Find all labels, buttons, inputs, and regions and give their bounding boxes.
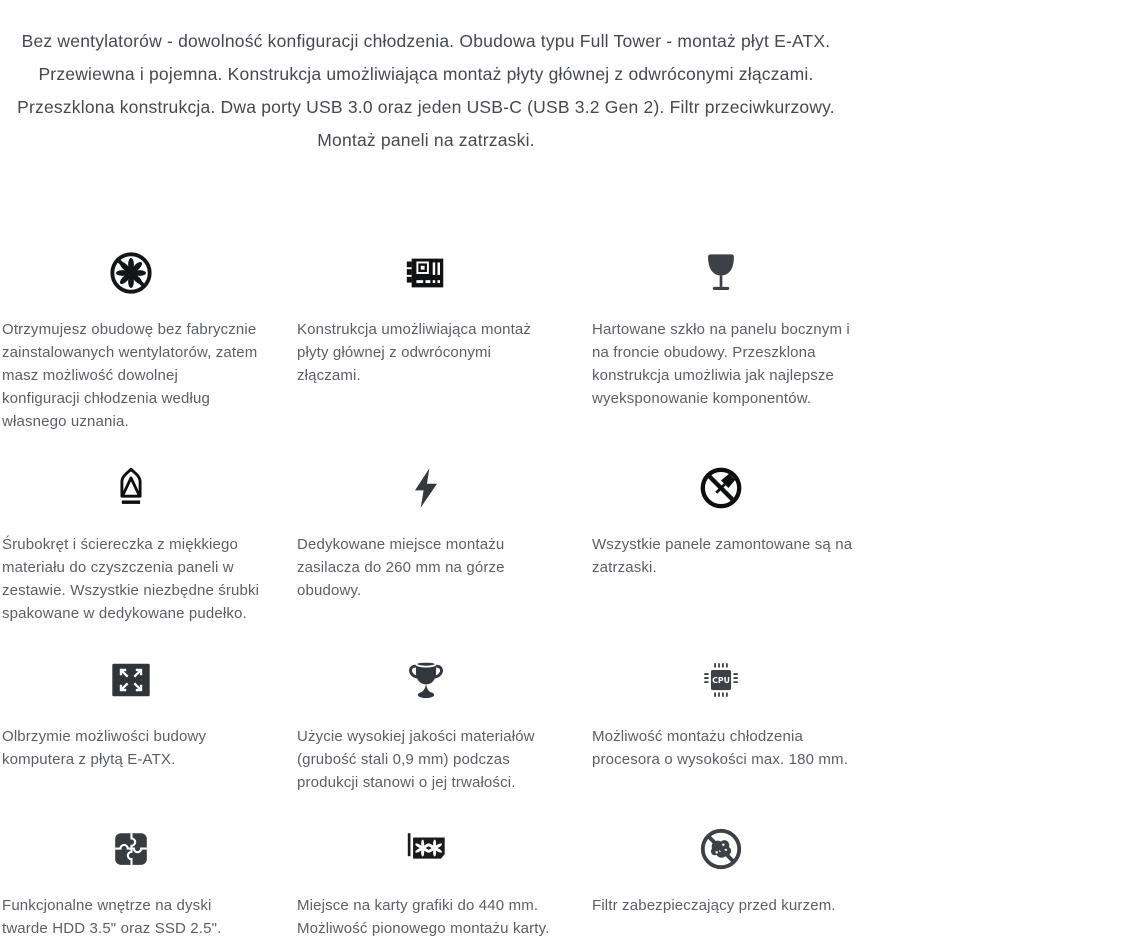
feature-item bbox=[592, 465, 853, 625]
text-line: Miejsce na karty grafiki do 440 mm. bbox=[297, 897, 539, 914]
gpu-icon bbox=[297, 826, 555, 872]
feature-item bbox=[297, 465, 555, 625]
text-line: spakowane w dedykowane pudełko. bbox=[2, 605, 247, 622]
feature-text bbox=[592, 894, 850, 917]
text-line: Konstrukcja umożliwiająca montaż bbox=[297, 321, 532, 338]
text-line: własnego uznania. bbox=[2, 413, 129, 430]
trophy-icon bbox=[297, 657, 555, 703]
text-line: Możliwość montażu chłodzenia bbox=[592, 728, 803, 745]
text-line: obudowy. bbox=[297, 582, 362, 599]
feature-text bbox=[297, 318, 555, 387]
feature-text bbox=[592, 725, 850, 771]
feature-item bbox=[592, 250, 850, 433]
feature-item bbox=[2, 250, 260, 433]
power-bolt-icon bbox=[297, 465, 555, 511]
text-line: zainstalowanych wentylatorów, zatem bbox=[2, 344, 258, 361]
text-line: komputera z płytą E-ATX. bbox=[2, 751, 176, 768]
text-line: Funkcjonalne wnętrze na dyski bbox=[2, 897, 212, 914]
text-line: konstrukcja umożliwia jak najlepsze bbox=[592, 367, 835, 384]
text-line: Śrubokręt i ściereczka z miękkiego bbox=[2, 536, 239, 553]
text-line: Możliwość pionowego montażu karty. bbox=[297, 920, 550, 937]
features-grid bbox=[2, 250, 853, 940]
feature-text bbox=[592, 318, 850, 410]
feature-item bbox=[2, 826, 260, 940]
text-line: masz możliwość dowolnej bbox=[2, 367, 179, 384]
feature-item bbox=[592, 657, 850, 794]
text-line: Wszystkie panele zamontowane są na bbox=[592, 536, 853, 553]
feature-item bbox=[2, 657, 260, 794]
text-line: Hartowane szkło na panelu bocznym i bbox=[592, 321, 850, 338]
text-line: zasilacza do 260 mm na górze bbox=[297, 559, 505, 576]
cpu-icon bbox=[592, 657, 850, 703]
text-line: wyeksponowanie komponentów. bbox=[592, 390, 812, 407]
text-line: Otrzymujesz obudowę bez fabrycznie bbox=[2, 321, 257, 338]
feature-text bbox=[592, 533, 853, 579]
text-line: produkcji stanowi o jej trwałości. bbox=[297, 774, 516, 791]
expand-icon bbox=[2, 657, 260, 703]
text-line: płyty głównej z odwróconymi bbox=[297, 344, 492, 361]
feature-text bbox=[2, 318, 260, 433]
feature-text bbox=[2, 533, 260, 625]
feature-item bbox=[2, 465, 260, 625]
text-line: Filtr zabezpieczający przed kurzem. bbox=[592, 897, 836, 914]
text-line: procesora o wysokości max. 180 mm. bbox=[592, 751, 849, 768]
feature-text bbox=[2, 725, 260, 771]
text-line: na froncie obudowy. Przeszklona bbox=[592, 344, 816, 361]
text-line: Dedykowane miejsce montażu bbox=[297, 536, 505, 553]
feature-item bbox=[592, 826, 850, 940]
text-line: Użycie wysokiej jakości materiałów bbox=[297, 728, 535, 745]
feature-text bbox=[297, 533, 555, 602]
text-line: Montaż paneli na zatrzaski. bbox=[317, 130, 535, 150]
text-line: zestawie. Wszystkie niezbędne śrubki bbox=[2, 582, 260, 599]
no-screwdriver-icon bbox=[592, 465, 850, 511]
text-line: materiału do czyszczenia paneli w bbox=[2, 559, 234, 576]
feature-item bbox=[297, 657, 555, 794]
cpu-icon-label: CPU bbox=[712, 675, 730, 685]
puzzle-icon bbox=[2, 826, 260, 872]
feature-text bbox=[2, 894, 260, 940]
motherboard-icon bbox=[297, 250, 555, 296]
text-line: konfiguracji chłodzenia według bbox=[2, 390, 210, 407]
feature-item bbox=[297, 250, 555, 433]
text-line: Olbrzymie możliwości budowy bbox=[2, 728, 207, 745]
text-line: zatrzaski. bbox=[592, 559, 657, 576]
no-dust-icon bbox=[592, 826, 850, 872]
no-fan-icon bbox=[2, 250, 260, 296]
text-line: Przeszklona konstrukcja. Dwa porty USB 3.0 oraz jeden USB-C (USB 3.2 Gen 2). Filtr przeciwkurzowy. bbox=[17, 97, 835, 117]
screwdriver-bit-icon bbox=[2, 465, 260, 511]
text-line: złączami. bbox=[297, 367, 361, 384]
feature-text bbox=[297, 725, 555, 794]
feature-item bbox=[297, 826, 555, 940]
text-line: twarde HDD 3.5" oraz SSD 2.5". bbox=[2, 920, 222, 937]
tempered-glass-icon bbox=[592, 250, 850, 296]
text-line: Przewiewna i pojemna. Konstrukcja umożliwiająca montaż płyty głównej z odwróconymi złączami. bbox=[38, 64, 814, 84]
feature-text bbox=[297, 894, 555, 940]
text-line: Bez wentylatorów - dowolność konfiguracji chłodzenia. Obudowa typu Full Tower - montaż płyt E-ATX. bbox=[21, 31, 831, 51]
text-line: (grubość stali 0,9 mm) podczas bbox=[297, 751, 510, 768]
product-description-header bbox=[2, 25, 850, 157]
